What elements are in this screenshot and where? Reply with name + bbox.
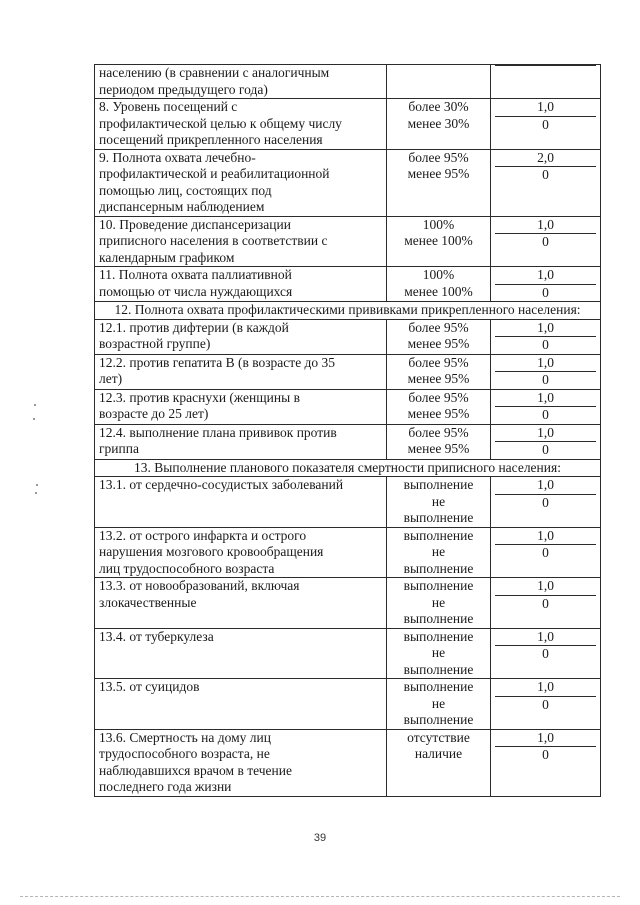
criterion-score — [491, 65, 601, 99]
criterion-row — [95, 319, 601, 354]
criterion-condition-line: менее 30% — [407, 115, 470, 131]
criterion-condition — [387, 578, 491, 629]
criterion-name — [95, 65, 387, 99]
criterion-name-line: периодом предыдущего года) — [99, 81, 268, 97]
criterion-name-line: диспансерным наблюдением — [99, 199, 265, 214]
criterion-name-line: 11. Полнота охвата паллиативной — [99, 267, 292, 282]
criterion-score — [491, 99, 601, 150]
criterion-score-line: 1,0 — [495, 528, 596, 546]
criterion-score — [491, 578, 601, 629]
scan-edge-line — [20, 896, 620, 897]
criterion-row — [95, 354, 601, 389]
criterion-row — [95, 216, 601, 267]
criterion-row — [95, 679, 601, 730]
criterion-name-line: лет) — [99, 371, 123, 386]
criterion-condition-line: 100% — [422, 216, 455, 232]
criterion-condition-line: более 95% — [408, 424, 469, 440]
criterion-row — [95, 267, 601, 302]
criterion-name-line: наблюдавшихся врачом в течение — [99, 762, 292, 778]
criterion-condition-line: не — [431, 594, 446, 610]
criterion-score — [491, 216, 601, 267]
criterion-condition-line: не — [431, 544, 446, 559]
criterion-name-line: злокачественные — [99, 594, 197, 610]
criterion-name — [95, 527, 387, 578]
criterion-row — [95, 424, 601, 459]
criterion-condition-line: выполнение — [403, 679, 474, 694]
criterion-condition-line: более 95% — [408, 389, 469, 405]
criterion-row — [95, 729, 601, 796]
criterion-name-line: 12.2. против гепатита В (в возрасте до 35 — [99, 354, 336, 370]
criterion-name-line: 13.3. от новообразований, включая — [99, 578, 300, 593]
section-title: 13. Выполнение планового показателя смертности приписного населения: — [95, 459, 601, 477]
criterion-name-line: населению (в сравнении с аналогичным — [99, 65, 330, 80]
criterion-condition-line: выполнение — [403, 527, 474, 543]
criterion-name-line: 13.4. от туберкулеза — [99, 628, 214, 644]
criterion-name-line: помощью от числа нуждающихся — [99, 283, 293, 299]
criterion-score-line: 1,0 — [495, 99, 596, 117]
margin-speck — [35, 492, 37, 494]
criterion-name-line: помощью лиц, состоящих под — [99, 182, 272, 198]
criterion-score-line: 1,0 — [495, 679, 596, 697]
criterion-name-line: профилактической и реабилитационной — [99, 166, 330, 181]
criterion-name-line: 13.2. от острого инфаркта и острого — [99, 527, 307, 543]
criterion-condition-line: более 30% — [408, 99, 469, 114]
criterion-score-line: 1,0 — [495, 629, 596, 647]
section-header-row — [95, 302, 601, 320]
criterion-name-line: трудоспособного возраста, не — [99, 746, 270, 761]
criterion-row — [95, 149, 601, 216]
criterion-name — [95, 578, 387, 629]
criterion-name-line: профилактической целью к общему числу — [99, 115, 342, 131]
criterion-name-line: 13.6. Смертность на дому лиц — [99, 729, 271, 745]
margin-speck — [34, 404, 36, 406]
criterion-condition — [387, 389, 491, 424]
criterion-condition — [387, 267, 491, 302]
criterion-name-line: 12.4. выполнение плана прививок против — [99, 424, 337, 440]
criterion-name-line: нарушения мозгового кровообращения — [99, 544, 324, 559]
criterion-condition — [387, 527, 491, 578]
criterion-condition — [387, 216, 491, 267]
criterion-name — [95, 267, 387, 302]
criterion-name — [95, 679, 387, 730]
criterion-score-line: 1,0 — [495, 355, 596, 373]
criterion-score-line: 0 — [542, 284, 549, 300]
criterion-condition-line: не — [431, 695, 446, 711]
criterion-score-line: 0 — [542, 234, 549, 249]
criterion-name-line: 13.5. от суицидов — [99, 679, 200, 694]
criterion-score-line: 1,0 — [495, 730, 596, 748]
criterion-score — [491, 319, 601, 354]
criterion-condition-line: выполнение — [403, 578, 474, 593]
page-number: 39 — [313, 832, 327, 844]
criterion-score-line: 0 — [542, 747, 549, 762]
criterion-condition-line: менее 95% — [407, 441, 470, 456]
criterion-row — [95, 527, 601, 578]
criterion-score — [491, 149, 601, 216]
criterion-row — [95, 477, 601, 528]
section-header-row — [95, 459, 601, 477]
criterion-condition — [387, 729, 491, 796]
criterion-name-line: 9. Полнота охвата лечебно- — [99, 149, 256, 165]
criterion-row — [95, 99, 601, 150]
criterion-condition-line: не — [431, 645, 446, 660]
criterion-score-line — [495, 65, 596, 66]
criterion-score — [491, 527, 601, 578]
criterion-condition-line: выполнение — [403, 712, 474, 727]
criterion-condition — [387, 424, 491, 459]
criterion-name-line: возрасте до 25 лет) — [99, 406, 209, 421]
criterion-condition-line: наличие — [414, 746, 463, 761]
criterion-name — [95, 729, 387, 796]
criterion-score-line: 1,0 — [495, 477, 596, 495]
criterion-condition — [387, 354, 491, 389]
criterion-condition-line: выполнение — [403, 510, 474, 525]
margin-speck — [33, 418, 35, 420]
criterion-score — [491, 389, 601, 424]
criterion-score — [491, 729, 601, 796]
criterion-condition-line: более 95% — [408, 354, 469, 370]
section-title: 12. Полнота охвата профилактическими прививками прикрепленного населения: — [95, 302, 601, 320]
criterion-score-line: 1,0 — [495, 425, 596, 443]
margin-speck — [36, 484, 38, 486]
criterion-condition-line: менее 100% — [404, 233, 473, 248]
criterion-condition-line: более 95% — [408, 149, 469, 165]
criterion-score — [491, 628, 601, 679]
criterion-score-line: 2,0 — [495, 150, 596, 168]
criterion-condition-line: выполнение — [403, 560, 474, 576]
criterion-name — [95, 354, 387, 389]
criterion-name — [95, 477, 387, 528]
criterion-score-line: 0 — [542, 167, 549, 182]
criterion-score-line: 0 — [542, 595, 549, 611]
criterion-condition — [387, 628, 491, 679]
criterion-condition-line: выполнение — [403, 661, 474, 677]
criterion-score-line: 0 — [542, 494, 549, 510]
criterion-row — [95, 628, 601, 679]
criterion-score-line: 0 — [542, 407, 549, 422]
criterion-name-line: приписного населения в соответствии с — [99, 233, 328, 248]
criterion-row — [95, 65, 601, 99]
criterion-score-line: 0 — [542, 696, 549, 712]
criterion-name-line: посещений прикрепленного населения — [99, 132, 323, 147]
criterion-name-line: 12.3. против краснухи (женщины в — [99, 389, 300, 405]
criterion-condition-line: выполнение — [403, 628, 474, 644]
criterion-score — [491, 267, 601, 302]
criterion-row — [95, 389, 601, 424]
criterion-name-line: возрастной группе) — [99, 336, 211, 351]
criterion-condition — [387, 319, 491, 354]
criterion-score-line: 0 — [542, 337, 549, 352]
criterion-score-line: 1,0 — [495, 578, 596, 596]
criterion-score — [491, 424, 601, 459]
criterion-condition — [387, 477, 491, 528]
criterion-condition-line: не — [431, 493, 446, 509]
criterion-name — [95, 628, 387, 679]
criterion-condition — [387, 149, 491, 216]
criterion-name-line: календарным графиком — [99, 249, 235, 265]
criterion-condition-line: менее 95% — [407, 166, 470, 181]
criterion-name-line: 13.1. от сердечно-сосудистых заболеваний — [99, 477, 344, 492]
criterion-condition-line: менее 95% — [407, 371, 470, 386]
criteria-table — [94, 64, 601, 797]
criterion-name — [95, 424, 387, 459]
criterion-condition — [387, 65, 491, 99]
criterion-name — [95, 149, 387, 216]
criterion-score-line: 0 — [542, 545, 549, 560]
criteria-table-body — [95, 65, 601, 797]
criterion-score-line: 1,0 — [495, 267, 596, 285]
criterion-condition-line: менее 95% — [407, 406, 470, 421]
criterion-name-line: лиц трудоспособного возраста — [99, 560, 275, 576]
criterion-condition-line: менее 100% — [404, 283, 473, 299]
criterion-name — [95, 99, 387, 150]
criterion-condition — [387, 679, 491, 730]
criterion-condition-line: более 95% — [408, 319, 469, 335]
criterion-row — [95, 578, 601, 629]
criterion-score-line: 0 — [542, 442, 549, 457]
criterion-name — [95, 319, 387, 354]
criterion-score — [491, 477, 601, 528]
criterion-score-line: 0 — [542, 116, 549, 132]
criterion-score-line: 1,0 — [495, 320, 596, 338]
criterion-condition-line: 100% — [422, 267, 455, 282]
criterion-condition-line: выполнение — [403, 611, 474, 626]
criterion-name-line: последнего года жизни — [99, 779, 232, 794]
criterion-name — [95, 389, 387, 424]
criterion-score-line: 1,0 — [495, 390, 596, 408]
criterion-score — [491, 354, 601, 389]
criterion-condition-line: отсутствие — [407, 729, 470, 745]
criterion-condition — [387, 99, 491, 150]
criterion-condition-line: выполнение — [403, 477, 474, 492]
criterion-name — [95, 216, 387, 267]
criterion-name-line: 8. Уровень посещений с — [99, 99, 238, 114]
criterion-score — [491, 679, 601, 730]
criterion-score-line: 0 — [542, 646, 549, 661]
criterion-name-line: гриппа — [99, 441, 139, 456]
criterion-score-line: 1,0 — [495, 217, 596, 235]
criterion-score-line: 0 — [542, 372, 549, 387]
criterion-name-line: 12.1. против дифтерии (в каждой — [99, 319, 289, 335]
criterion-name-line: 10. Проведение диспансеризации — [99, 216, 291, 232]
criterion-condition-line: менее 95% — [407, 336, 470, 351]
